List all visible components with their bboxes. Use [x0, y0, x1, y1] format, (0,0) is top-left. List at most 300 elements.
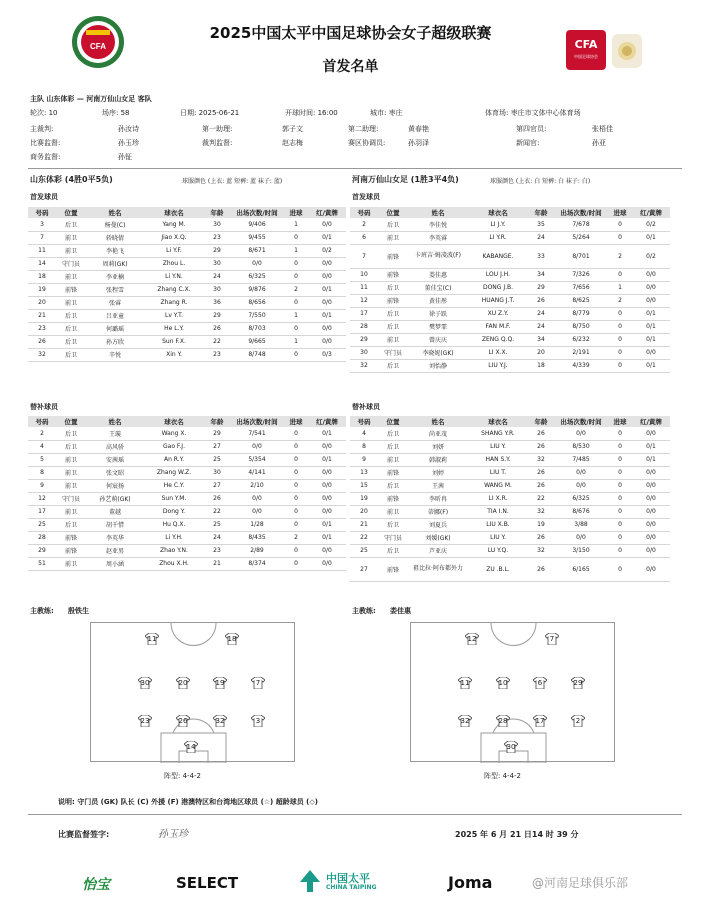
away-subs-table [350, 416, 670, 582]
table-row [350, 518, 670, 531]
away-team-name: 河南万仙山女足 (1胜3平4负) [352, 175, 459, 184]
table-cell: 0 [608, 307, 632, 320]
column-header: 红/黄牌 [308, 207, 346, 218]
pitch-line [171, 623, 216, 646]
table-cell: 25 [204, 453, 230, 466]
table-cell: 2 [28, 427, 56, 440]
table-cell: 0/0 [308, 479, 346, 492]
match-date: 日期: 2025-06-21 [180, 109, 240, 117]
table-cell: 32 [28, 348, 56, 361]
table-cell: 8/530 [554, 440, 608, 453]
column-header: 号码 [350, 416, 378, 427]
jersey-number: 3 [255, 717, 261, 725]
away-starters-label: 首发球员 [352, 193, 380, 201]
table-cell: 26 [528, 294, 554, 307]
table-cell: 0 [608, 518, 632, 531]
table-cell: 9 [28, 479, 56, 492]
table-cell: 后卫 [378, 440, 408, 453]
table-row [28, 335, 346, 348]
cfa-logo-text: CFA [574, 38, 598, 51]
table-cell: Zhou L. [144, 257, 204, 270]
sponsor-joma: Joma [448, 873, 493, 892]
table-cell: 22 [204, 505, 230, 518]
table-cell: 前卫 [56, 270, 86, 283]
table-cell: 27 [350, 557, 378, 581]
table-row [28, 283, 346, 296]
table-cell: 刘夏兵 [408, 518, 468, 531]
table-cell: 前卫 [56, 505, 86, 518]
table-cell: 后卫 [56, 335, 86, 348]
table-cell: 王璇 [86, 427, 144, 440]
table-cell: 8/656 [230, 296, 284, 309]
table-cell: HUANG J.T. [468, 294, 528, 307]
table-cell: 3 [28, 218, 56, 231]
table-cell: 后卫 [56, 322, 86, 335]
table-cell: 0/1 [632, 320, 670, 333]
jersey-number: 20 [178, 679, 188, 687]
table-cell: 7/678 [554, 218, 608, 231]
table-cell: 李艳飞 [86, 244, 144, 257]
table-cell: 29 [204, 309, 230, 322]
table-row [28, 544, 346, 557]
table-cell: 8 [350, 440, 378, 453]
table-cell: Jiao X.Q. [144, 231, 204, 244]
table-cell: 刘怡静 [408, 359, 468, 372]
table-cell: 0 [608, 531, 632, 544]
table-cell: 0/0 [632, 544, 670, 557]
table-cell: 0/2 [632, 244, 670, 268]
table-cell: 24 [528, 320, 554, 333]
table-cell: 9 [350, 453, 378, 466]
table-row [350, 281, 670, 294]
table-cell: 0/0 [632, 466, 670, 479]
table-cell: He L.Y. [144, 322, 204, 335]
column-header: 进球 [608, 207, 632, 218]
table-cell: 李英华 [86, 531, 144, 544]
signature: 孙玉珍 [158, 829, 188, 840]
table-cell: 前锋 [378, 294, 408, 307]
table-cell: 后卫 [56, 427, 86, 440]
table-cell: 1 [284, 309, 308, 322]
sponsor-select: SELECT [176, 874, 239, 892]
table-row [28, 309, 346, 322]
table-cell: Dong Y. [144, 505, 204, 518]
table-cell: 30 [204, 218, 230, 231]
table-cell: 18 [28, 270, 56, 283]
table-cell: 0 [284, 296, 308, 309]
match-stadium: 体育场: 枣庄市文体中心体育场 [485, 109, 581, 117]
table-cell: 李佳悦 [408, 218, 468, 231]
table-cell: 0/1 [308, 231, 346, 244]
table-cell: 20 [350, 505, 378, 518]
page-title: 2025中国太平中国足球协会女子超级联赛 [209, 24, 492, 42]
table-cell: 23 [28, 322, 56, 335]
table-cell: 0/0 [554, 427, 608, 440]
table-cell: Wang X. [144, 427, 204, 440]
table-cell: 0 [284, 557, 308, 570]
table-cell: 7/656 [554, 281, 608, 294]
table-cell: 6/232 [554, 333, 608, 346]
table-cell: 2/191 [554, 346, 608, 359]
table-cell: Sun F.X. [144, 335, 204, 348]
table-cell: 29 [204, 244, 230, 257]
table-cell: 8/435 [230, 531, 284, 544]
table-cell: 韩淑莉 [408, 453, 468, 466]
column-header: 球衣名 [468, 416, 528, 427]
table-cell: 赵亚男 [86, 544, 144, 557]
table-cell: 29 [350, 333, 378, 346]
china-taiping-tree-icon [298, 868, 322, 894]
column-header: 姓名 [86, 207, 144, 218]
table-row [350, 440, 670, 453]
table-cell: 前卫 [378, 453, 408, 466]
table-cell: 0/0 [230, 257, 284, 270]
table-cell: 29 [28, 544, 56, 557]
player-jersey [138, 677, 152, 689]
column-header: 号码 [28, 416, 56, 427]
table-cell: 0/0 [554, 479, 608, 492]
table-cell: 32 [528, 544, 554, 557]
table-row [350, 531, 670, 544]
table-cell: 13 [350, 466, 378, 479]
table-cell: 3/150 [554, 544, 608, 557]
table-cell: 30 [350, 346, 378, 359]
column-header: 出场次数/时间 [230, 207, 284, 218]
table-cell: 前卫 [378, 333, 408, 346]
table-cell: 26 [528, 466, 554, 479]
table-cell: 34 [528, 333, 554, 346]
table-cell: 4 [28, 440, 56, 453]
player-jersey [225, 633, 239, 645]
table-cell: 0/0 [308, 322, 346, 335]
table-cell: 0/2 [308, 244, 346, 257]
table-row [28, 505, 346, 518]
table-cell: 8/701 [554, 244, 608, 268]
table-cell: 后卫 [378, 218, 408, 231]
column-header: 球衣名 [144, 207, 204, 218]
column-header: 出场次数/时间 [230, 416, 284, 427]
table-cell: 5/264 [554, 231, 608, 244]
table-cell: 0/0 [632, 492, 670, 505]
player-jersey [533, 715, 547, 727]
table-cell: 4/339 [554, 359, 608, 372]
sponsor-china-taiping: 中国太平 [326, 872, 370, 885]
table-cell: 0 [608, 544, 632, 557]
table-cell: 王茜 [408, 479, 468, 492]
official-label: 比赛监督: [30, 139, 61, 147]
table-row [28, 427, 346, 440]
table-cell: 33 [528, 244, 554, 268]
table-cell: 前卫 [378, 231, 408, 244]
table-cell: 高风骄 [86, 440, 144, 453]
table-cell: LIU Y. [468, 531, 528, 544]
table-cell: 23 [204, 544, 230, 557]
jersey-number: 18 [227, 635, 237, 643]
table-cell: Zhang R. [144, 296, 204, 309]
table-cell: Sun Y.M. [144, 492, 204, 505]
player-jersey [458, 715, 472, 727]
table-row [28, 296, 346, 309]
player-jersey [145, 633, 159, 645]
table-cell: 0 [608, 505, 632, 518]
table-cell: 0/0 [632, 518, 670, 531]
jersey-number: 30 [506, 743, 516, 751]
home-starters-table [28, 207, 346, 362]
table-cell: 樊梦霏 [408, 320, 468, 333]
table-cell: 刘妍 [408, 440, 468, 453]
table-cell: 1/28 [230, 518, 284, 531]
table-cell: 30 [204, 466, 230, 479]
table-cell: 0 [284, 231, 308, 244]
match-number: 场序: 58 [102, 109, 130, 117]
table-cell: 0 [608, 268, 632, 281]
table-cell: 25 [28, 518, 56, 531]
table-cell: 守门员 [378, 531, 408, 544]
table-cell: 何璐瑶 [86, 322, 144, 335]
official-label: 赛区协调员: [348, 139, 386, 147]
column-header: 位置 [378, 416, 408, 427]
cfa-logo-subtext: 中国足球协会 [574, 54, 598, 59]
table-cell: 0/2 [632, 218, 670, 231]
table-cell: LI J.Y. [468, 218, 528, 231]
table-cell: 8/671 [230, 244, 284, 257]
player-jersey [504, 741, 518, 753]
match-city: 城市: 枣庄 [370, 109, 403, 117]
table-cell: 30 [204, 257, 230, 270]
table-cell: 曾庆庆 [408, 333, 468, 346]
table-cell: 7/541 [230, 427, 284, 440]
table-cell: 0 [608, 359, 632, 372]
table-cell: 后卫 [378, 320, 408, 333]
table-row [350, 505, 670, 518]
table-cell: 1 [284, 335, 308, 348]
home-formation-pitch [90, 622, 295, 762]
table-cell: 11 [28, 244, 56, 257]
table-cell: 8/676 [554, 505, 608, 518]
table-cell: 22 [350, 531, 378, 544]
match-teams: 主队 山东体彩 — 河南万仙山女足 客队 [30, 95, 152, 103]
table-cell: 0/0 [308, 466, 346, 479]
table-cell: 0/0 [308, 335, 346, 348]
column-header: 年龄 [528, 207, 554, 218]
table-cell: 6/325 [230, 270, 284, 283]
table-cell: 14 [28, 257, 56, 270]
table-row [350, 453, 670, 466]
official-value: 郭子文 [282, 125, 303, 133]
table-cell: 孙艺萌(GK) [86, 492, 144, 505]
sponsor-cbest: 怡宝 [82, 877, 110, 893]
table-cell: 后卫 [56, 218, 86, 231]
table-row [350, 492, 670, 505]
table-cell: 0/1 [632, 307, 670, 320]
signature-label: 比赛监督签字: [58, 830, 110, 839]
jersey-number: 2 [575, 717, 581, 725]
away-coach-label: 主教练: [352, 607, 376, 615]
column-header: 球衣名 [144, 416, 204, 427]
table-cell: 0/1 [308, 427, 346, 440]
table-cell: 0/0 [308, 505, 346, 518]
table-cell: 23 [204, 348, 230, 361]
official-value: 孙羽泽 [408, 139, 429, 147]
table-cell: 0/0 [308, 270, 346, 283]
table-row [350, 294, 670, 307]
table-cell: 守门员 [56, 492, 86, 505]
table-cell: 0/1 [632, 359, 670, 372]
table-cell: 24 [528, 307, 554, 320]
table-cell: LOU J.H. [468, 268, 528, 281]
table-cell: 2 [350, 218, 378, 231]
table-cell: 前卫 [56, 453, 86, 466]
column-header: 红/黄牌 [632, 207, 670, 218]
table-row [28, 244, 346, 257]
table-cell: 51 [28, 557, 56, 570]
column-header: 号码 [28, 207, 56, 218]
table-row [28, 479, 346, 492]
table-row [350, 333, 670, 346]
table-cell: SHANG Y.R. [468, 427, 528, 440]
table-cell: 0/0 [632, 427, 670, 440]
table-cell: Li Y.N. [144, 270, 204, 283]
table-cell: 前锋 [378, 244, 408, 268]
table-cell: 0/0 [632, 479, 670, 492]
table-cell: 4 [350, 427, 378, 440]
table-cell: 0/0 [308, 296, 346, 309]
table-cell: 2/10 [230, 479, 284, 492]
table-cell: LIU T. [468, 466, 528, 479]
jersey-number: 32 [460, 717, 470, 725]
table-cell: 杨曼(C) [86, 218, 144, 231]
table-cell: 周小涵 [86, 557, 144, 570]
table-cell: 0/0 [554, 531, 608, 544]
table-row [28, 466, 346, 479]
table-cell: 黄佳彤 [408, 294, 468, 307]
home-starters-label: 首发球员 [30, 193, 58, 201]
table-cell: 8/779 [554, 307, 608, 320]
table-cell: 蒂娜(F) [408, 505, 468, 518]
table-cell: LI Y.R. [468, 231, 528, 244]
table-cell: 29 [528, 281, 554, 294]
table-cell: 6/165 [554, 557, 608, 581]
table-cell: 0 [284, 466, 308, 479]
sponsor-china-taiping-en: CHINA TAIPING [326, 884, 377, 891]
table-cell: 何宸扬 [86, 479, 144, 492]
table-row [28, 518, 346, 531]
table-cell: 32 [528, 505, 554, 518]
column-header: 姓名 [86, 416, 144, 427]
table-cell: 21 [350, 518, 378, 531]
table-cell: 后卫 [56, 309, 86, 322]
table-cell: 0/0 [632, 281, 670, 294]
player-jersey [571, 677, 585, 689]
table-cell: 28 [350, 320, 378, 333]
table-cell: 前锋 [378, 557, 408, 581]
column-header: 位置 [56, 207, 86, 218]
table-cell: 前卫 [56, 479, 86, 492]
table-row [350, 268, 670, 281]
official-label: 第一助理: [202, 125, 233, 133]
table-row [28, 453, 346, 466]
table-cell: 后卫 [378, 544, 408, 557]
table-cell: 4/141 [230, 466, 284, 479]
table-cell: 0/3 [308, 348, 346, 361]
table-cell: Lv Y.T. [144, 309, 204, 322]
table-cell: 24 [204, 270, 230, 283]
official-value: 孙玉珍 [118, 139, 139, 147]
table-cell: 25 [350, 544, 378, 557]
table-cell: 24 [204, 531, 230, 544]
table-cell: He C.Y. [144, 479, 204, 492]
table-cell: 8/625 [554, 294, 608, 307]
column-header: 球衣名 [468, 207, 528, 218]
jersey-number: 26 [178, 717, 188, 725]
table-cell: 张文昭 [86, 466, 144, 479]
table-cell: 0 [608, 218, 632, 231]
signed-time: 2025 年 6 月 21 日14 时 39 分 [455, 830, 579, 839]
table-cell: 17 [350, 307, 378, 320]
table-row [28, 322, 346, 335]
player-jersey [458, 677, 472, 689]
table-cell: 董越 [86, 505, 144, 518]
table-cell: 29 [204, 427, 230, 440]
table-cell: ZENG Q.Q. [468, 333, 528, 346]
table-cell: 0 [284, 270, 308, 283]
player-jersey [496, 715, 510, 727]
table-cell: 张睿 [86, 296, 144, 309]
table-cell: 26 [204, 322, 230, 335]
table-row [28, 218, 346, 231]
table-cell: KABANGE. [468, 244, 528, 268]
table-cell: 2 [284, 283, 308, 296]
table-cell: 8/750 [554, 320, 608, 333]
jersey-number: 7 [255, 679, 261, 687]
table-cell: 0 [608, 466, 632, 479]
table-row [350, 346, 670, 359]
jersey-number: 17 [535, 717, 545, 725]
table-cell: 32 [528, 453, 554, 466]
table-cell: 徐子跃 [408, 307, 468, 320]
table-cell: 0/0 [230, 440, 284, 453]
table-row [28, 270, 346, 283]
player-jersey [571, 715, 585, 727]
away-coach: 娄佳惠 [390, 607, 411, 615]
table-cell: 后卫 [56, 440, 86, 453]
table-cell: 0 [284, 505, 308, 518]
table-cell: LI X.R. [468, 492, 528, 505]
table-cell: 28 [28, 531, 56, 544]
table-cell: 7/550 [230, 309, 284, 322]
table-row [350, 218, 670, 231]
table-cell: 0/0 [308, 257, 346, 270]
table-cell: 0/1 [308, 309, 346, 322]
table-cell: 李晓妮(GK) [408, 346, 468, 359]
jersey-number: 6 [537, 679, 543, 687]
table-row [350, 479, 670, 492]
table-cell: Gao F.J. [144, 440, 204, 453]
player-jersey [176, 677, 190, 689]
table-cell: 0 [284, 427, 308, 440]
table-cell: 0 [284, 348, 308, 361]
table-cell: 8/748 [230, 348, 284, 361]
table-cell: WANG M. [468, 479, 528, 492]
table-cell: LI X.X. [468, 346, 528, 359]
table-cell: LU Y.Q. [468, 544, 528, 557]
table-cell: 5 [28, 453, 56, 466]
table-cell: 0 [608, 479, 632, 492]
table-cell: 0/1 [308, 518, 346, 531]
player-jersey [138, 715, 152, 727]
table-cell: 1 [284, 218, 308, 231]
table-row [350, 466, 670, 479]
